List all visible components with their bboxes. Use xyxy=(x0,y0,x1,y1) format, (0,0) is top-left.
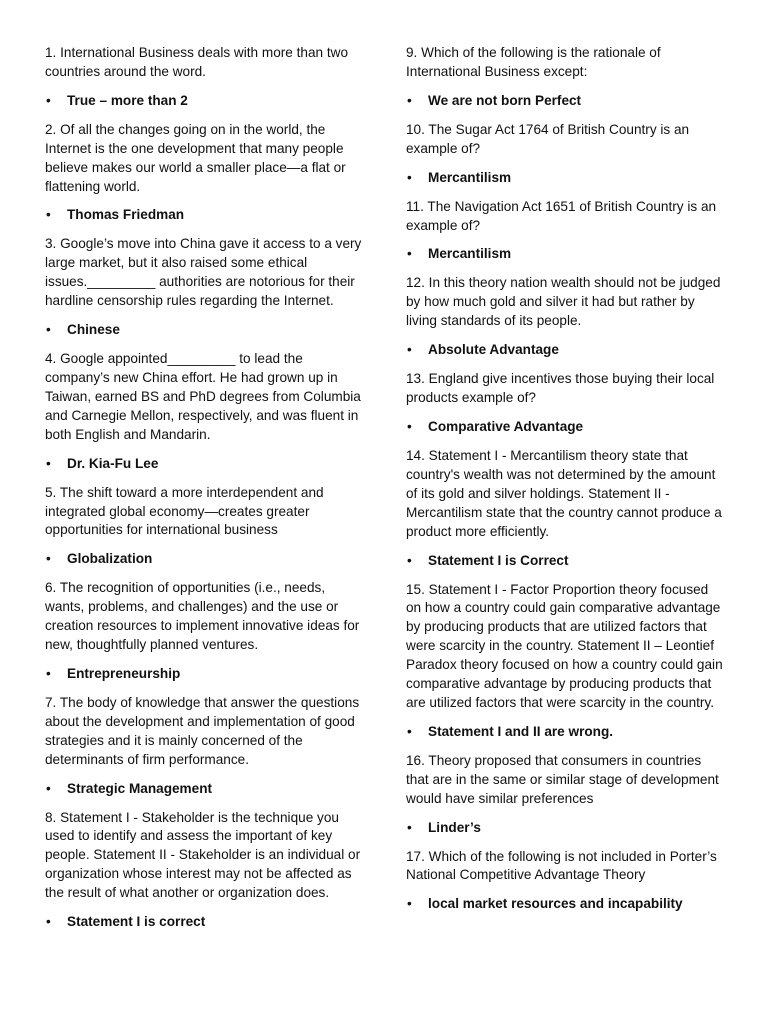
bullet-icon: • xyxy=(46,914,51,930)
question-10: 10. The Sugar Act 1764 of British Country is an example of? xyxy=(406,121,690,156)
bullet-icon: • xyxy=(46,455,51,471)
bullet-icon: • xyxy=(407,418,412,434)
question-6: 6. The recognition of opportunities (i.e., needs, wants, problems, and challenges) and the use or creation resources to implement innovative ideas for new, thoughtfully planned ventures. xyxy=(45,580,360,653)
bullet-icon: • xyxy=(407,723,412,739)
bullet-icon: • xyxy=(407,896,412,912)
question-8: 8. Statement I - Stakeholder is the technique you used to identify and assess the important of key people. Statement II - Stakeholder is an individual or organization whose interest may not be affected as the result of what another or organization does. xyxy=(45,809,361,901)
bullet-icon: • xyxy=(407,342,412,358)
right-column xyxy=(406,44,726,924)
question-15: 15. Statement I - Factor Proportion theory focused on how a country could gain comparative advantage by producing products that are utilized factors that were scarcity in the country. Statement II – Leontief Paradox theory focused on how a country could gain comparative advantage by producing products that are utilized factors that were scarcity in the country. xyxy=(406,581,723,710)
answer-14 xyxy=(406,552,726,570)
answer-text: Globalization xyxy=(67,551,153,567)
question-17: 17. Which of the following is not included in Porter’s National Competitive Advantage Theory xyxy=(406,848,717,883)
answer-text: Chinese xyxy=(67,322,120,338)
answer-text: Thomas Friedman xyxy=(67,207,185,223)
answer-1 xyxy=(45,92,367,110)
answer-11 xyxy=(406,245,726,263)
question-3: 3. Google’s move into China gave it access to a very large market, but it also raised some ethical issues._________ authorities are notorious for their hardline censorship rules regarding the Internet. xyxy=(45,236,362,309)
answer-8 xyxy=(45,913,367,931)
answer-text: Dr. Kia-Fu Lee xyxy=(67,455,159,471)
question-14: 14. Statement I - Mercantilism theory state that country's wealth was not determined by the amount of its gold and silver holdings. Statement II - Mercantilism state that the country cannot produce a product more efficiently. xyxy=(406,447,722,539)
question-11: 11. The Navigation Act 1651 of British Country is an example of? xyxy=(406,198,717,233)
answer-text: Statement I is correct xyxy=(67,914,206,930)
answer-15 xyxy=(406,723,726,741)
answer-text: Statement I is Correct xyxy=(428,552,569,568)
question-1: 1. International Business deals with more than two countries around the word. xyxy=(45,45,349,79)
question-13: 13. England give incentives those buying their local products example of? xyxy=(406,371,715,406)
bullet-icon: • xyxy=(46,551,51,567)
answer-10 xyxy=(406,169,726,187)
bullet-icon: • xyxy=(46,92,51,108)
answer-text: Comparative Advantage xyxy=(428,418,584,434)
answer-text: Mercantilism xyxy=(428,169,512,185)
left-column xyxy=(45,44,367,942)
answer-4 xyxy=(45,455,367,473)
answer-text: Strategic Management xyxy=(67,780,213,796)
answer-text: Absolute Advantage xyxy=(428,342,559,358)
answer-9 xyxy=(406,92,726,110)
answer-text: True – more than 2 xyxy=(67,92,188,108)
answer-12 xyxy=(406,341,726,359)
question-4: 4. Google appointed_________ to lead the company’s new China effort. He had grown up in Taiwan, earned BS and PhD degrees from Columbia and Carnegie Mellon, respectively, and was fluent in both English and Mandarin. xyxy=(45,351,361,442)
question-9: 9. Which of the following is the rationale of International Business except: xyxy=(406,45,661,79)
question-5: 5. The shift toward a more interdependent and integrated global economy—creates greater opportunities for international business xyxy=(45,484,324,538)
bullet-icon: • xyxy=(407,246,412,262)
answer-17 xyxy=(406,895,726,913)
answer-3 xyxy=(45,321,367,339)
bullet-icon: • xyxy=(407,92,412,108)
bullet-icon: • xyxy=(46,665,51,681)
question-16: 16. Theory proposed that consumers in countries that are in the same or similar stage of development would have similar preferences xyxy=(406,752,719,806)
answer-16 xyxy=(406,819,726,837)
bullet-icon: • xyxy=(407,169,412,185)
answer-text: Mercantilism xyxy=(428,246,512,262)
answer-text: Statement I and II are wrong. xyxy=(428,723,614,739)
answer-13 xyxy=(406,418,726,436)
bullet-icon: • xyxy=(46,322,51,338)
answer-text: Entrepreneurship xyxy=(67,665,181,681)
answer-7 xyxy=(45,780,367,798)
answer-6 xyxy=(45,665,367,683)
bullet-icon: • xyxy=(407,819,412,835)
answer-2 xyxy=(45,206,367,224)
bullet-icon: • xyxy=(407,552,412,568)
answer-text: local market resources and incapability xyxy=(428,896,683,912)
bullet-icon: • xyxy=(46,207,51,223)
answer-text: We are not born Perfect xyxy=(428,92,582,108)
question-2: 2. Of all the changes going on in the world, the Internet is the one development that many people believe makes our world a smaller place—a flat or flattening world. xyxy=(45,121,346,194)
answer-5 xyxy=(45,550,367,568)
question-7: 7. The body of knowledge that answer the questions about the development and implementation of good strategies and it is mainly concerned of the determinants of firm performance. xyxy=(45,694,360,767)
question-12: 12. In this theory nation wealth should not be judged by how much gold and silver it had but rather by living standards of its people. xyxy=(406,275,721,329)
answer-text: Linder’s xyxy=(428,819,481,835)
bullet-icon: • xyxy=(46,780,51,796)
